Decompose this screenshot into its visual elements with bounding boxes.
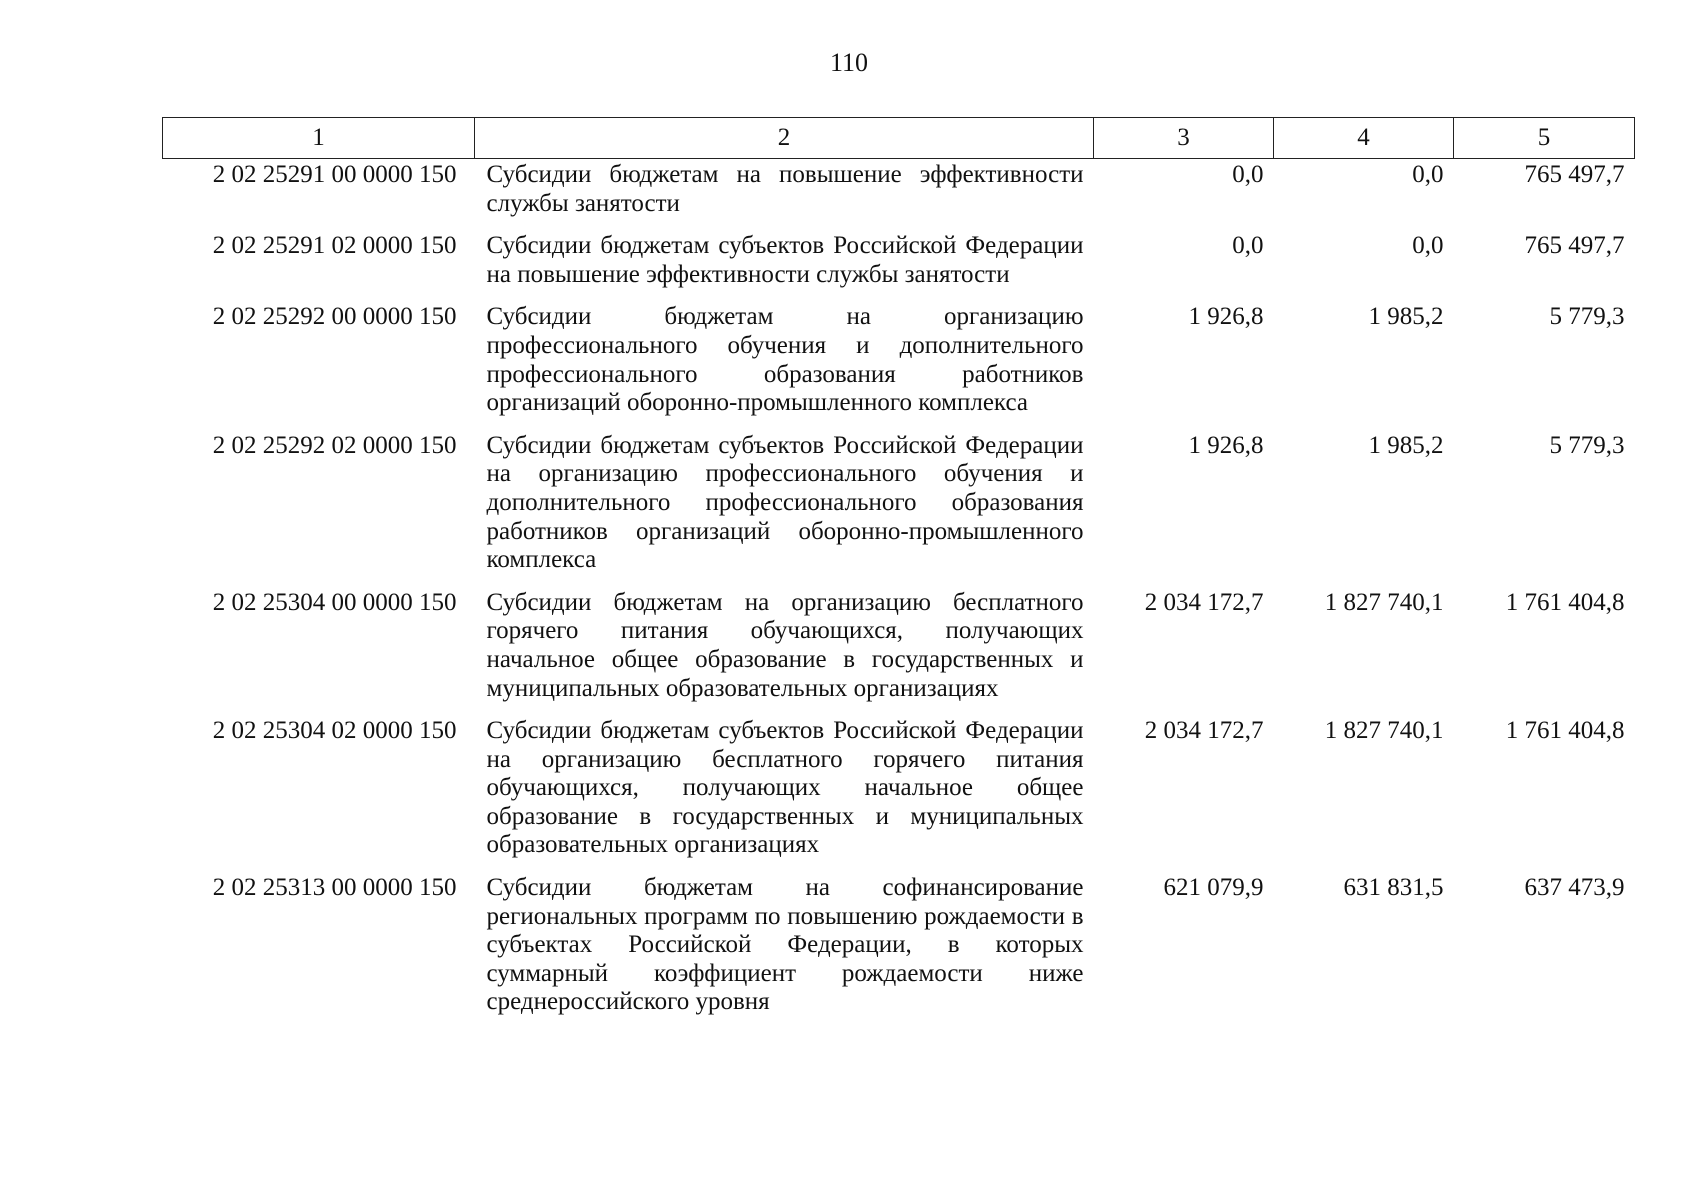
row-value-col4: 1 827 740,1 (1324, 717, 1444, 745)
row-value-col4: 1 985,2 (1368, 303, 1444, 331)
row-value-col5: 1 761 404,8 (1505, 588, 1625, 616)
row-value-col3: 2 034 172,7 (1144, 717, 1264, 745)
row-value-col5: 765 497,7 (1524, 232, 1625, 260)
row-value-col3: 621 079,9 (1163, 874, 1264, 902)
row-value-col4: 631 831,5 (1343, 874, 1444, 902)
row-code: 2 02 25292 02 0000 150 (212, 431, 457, 459)
table-row (163, 872, 1635, 1029)
table-body (163, 159, 1635, 1030)
row-code: 2 02 25292 00 0000 150 (212, 303, 457, 331)
row-value-col5: 5 779,3 (1549, 303, 1625, 331)
table-row (163, 159, 1635, 231)
row-value-col3: 2 034 172,7 (1144, 588, 1264, 616)
column-header-3: 3 (1094, 118, 1274, 159)
row-code: 2 02 25291 02 0000 150 (212, 232, 457, 260)
column-header-4: 4 (1274, 118, 1454, 159)
row-description: Субсидии бюджетам на организацию профессионального обучения и дополнительного профессионального образования работников организаций оборонно-промышленного комплекса (486, 303, 1084, 417)
table-row (163, 430, 1635, 587)
row-code: 2 02 25304 02 0000 150 (212, 717, 457, 745)
row-value-col3: 0,0 (1232, 232, 1264, 260)
column-header-5: 5 (1454, 118, 1635, 159)
page-number (0, 48, 1698, 78)
row-code: 2 02 25291 00 0000 150 (212, 161, 457, 188)
row-description: Субсидии бюджетам субъектов Российской Федерации на организацию профессионального обучения и дополнительного профессионального образования работников организаций оборонно-промышленного комплекса (486, 431, 1084, 574)
row-value-col5: 637 473,9 (1524, 874, 1625, 902)
row-code: 2 02 25313 00 0000 150 (212, 874, 457, 902)
table-header (163, 118, 1635, 159)
row-description: Субсидии бюджетам на софинансирование региональных программ по повышению рождаемости в субъектах Российской Федерации, в которых суммарный коэффициент рождаемости ниже среднероссийского уровня (486, 874, 1084, 1016)
row-description: Субсидии бюджетам субъектов Российской Федерации на повышение эффективности службы занятости (486, 232, 1084, 288)
row-value-col4: 0,0 (1412, 161, 1444, 188)
row-description: Субсидии бюджетам на повышение эффективности службы занятости (486, 161, 1084, 217)
column-header-1: 1 (163, 118, 475, 159)
column-header-2: 2 (475, 118, 1094, 159)
table-row (163, 715, 1635, 872)
row-description: Субсидии бюджетам на организацию бесплатного горячего питания обучающихся, получающих начальное общее образование в государственных и муниципальных образовательных организациях (486, 588, 1084, 702)
row-description: Субсидии бюджетам субъектов Российской Федерации на организацию бесплатного горячего питания обучающихся, получающих начальное общее образование в государственных и муниципальных образовательных организациях (486, 717, 1084, 859)
table-row (163, 587, 1635, 715)
row-value-col5: 5 779,3 (1549, 431, 1625, 459)
row-value-col4: 0,0 (1412, 232, 1444, 260)
row-value-col4: 1 985,2 (1368, 431, 1444, 459)
table-row (163, 230, 1635, 301)
row-value-col3: 1 926,8 (1188, 431, 1264, 459)
row-value-col3: 1 926,8 (1188, 303, 1264, 331)
row-value-col5: 1 761 404,8 (1505, 717, 1625, 745)
table-row (163, 301, 1635, 429)
page-number-text: 110 (829, 48, 869, 77)
row-code: 2 02 25304 00 0000 150 (212, 588, 457, 616)
header-row (163, 118, 1635, 159)
row-value-col3: 0,0 (1232, 161, 1264, 188)
budget-table (162, 117, 1635, 1029)
row-value-col5: 765 497,7 (1524, 161, 1625, 188)
row-value-col4: 1 827 740,1 (1324, 588, 1444, 616)
